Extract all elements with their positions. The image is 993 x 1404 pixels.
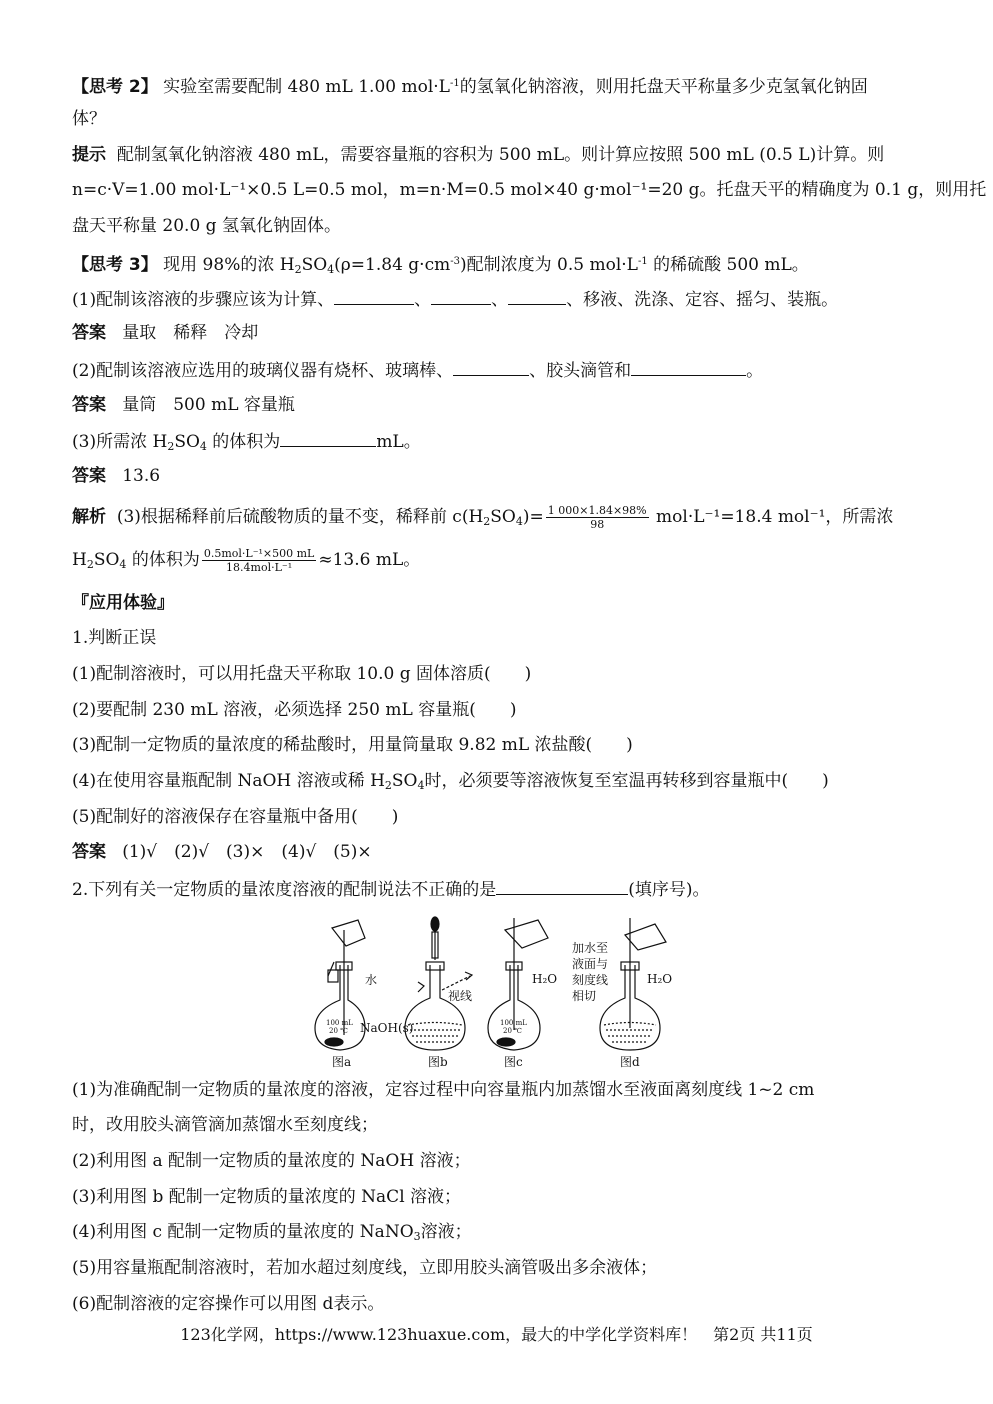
judge-item: (5)配制好的溶液保存在容量瓶中备用( )	[72, 807, 399, 827]
think2-tip-line2: n=c·V=1.00 mol·L⁻¹×0.5 L=0.5 mol，m=n·M=0.5 mol×40 g·mol⁻¹=20 g。托盘天平的精确度为 0.1 g，则用托	[72, 180, 987, 200]
answer-blank[interactable]	[508, 286, 566, 305]
judge-item: (4)在使用容量瓶配制 NaOH 溶液或稀 $H_2SO_4$时，必须要等溶液恢复至室温再转移到容量瓶中( )	[72, 771, 829, 792]
figure-label: 图b	[428, 1055, 448, 1069]
think3-part3: (3)所需浓 $H_2SO_4$ 的体积为 mL。	[72, 428, 913, 459]
page-footer: 123化学网，https://www.123huaxue.com，最大的中学化学资料库！ 第2页 共11页	[180, 1325, 813, 1344]
figure-label: 图c	[504, 1055, 523, 1069]
statement: 时，改用胶头滴管滴加蒸馏水至刻度线；	[72, 1115, 378, 1135]
answer-blank[interactable]	[431, 286, 491, 305]
judge-item: (3)配制一定物质的量浓度的稀盐酸时，用量筒量取 9.82 mL 浓盐酸( )	[72, 735, 633, 755]
question2-title: 2.下列有关一定物质的量浓度溶液的配制说法不正确的是 (填序号)。	[72, 876, 913, 902]
lab-figure	[310, 910, 690, 1070]
statement: (1)为准确配制一定物质的量浓度的溶液，定容过程中向容量瓶内加蒸馏水至液面离刻度线 1~2 cm	[72, 1080, 815, 1100]
think2-tip-line1: 提示 配制氢氧化钠溶液 480 mL，需要容量瓶的容积为 500 mL。则计算应按照 500 mL (0.5 L)计算。则	[72, 145, 885, 165]
svg-text:100 mL: 100 mL	[326, 1019, 353, 1027]
label-water: 水	[365, 973, 378, 987]
svg-text:液面与: 液面与	[572, 957, 609, 971]
svg-text:刻度线: 刻度线	[572, 973, 609, 987]
answer-blank[interactable]	[280, 428, 376, 447]
think3-part1: (1)配制该溶液的步骤应该为计算、 、 、 、移液、洗涤、定容、摇匀、装瓶。	[72, 286, 913, 312]
think2-question-cont: 体？	[72, 109, 106, 129]
question1-title: 1.判断正误	[72, 628, 157, 648]
statement: (3)利用图 b 配制一定物质的量浓度的 NaCl 溶液；	[72, 1187, 462, 1207]
answer-blank[interactable]	[453, 357, 529, 376]
think3-explanation-line2: $H_2SO_4$ 的体积为 $\frac{\text{0.5mol·L⁻¹×500 mL}}{\text{18.4mol·L⁻¹}}$ ≈13.6 mL。	[72, 547, 421, 574]
label-sight: 视线	[448, 989, 473, 1003]
label-h2o: H₂O	[647, 972, 673, 986]
think3-answer3: 答案 13.6	[72, 466, 161, 486]
statement: (6)配制溶液的定容操作可以用图 d表示。	[72, 1294, 385, 1314]
think3-answer2: 答案 量筒 500 mL 容量瓶	[72, 395, 295, 415]
statement: (2)利用图 a 配制一定物质的量浓度的 NaOH 溶液；	[72, 1151, 471, 1171]
judge-item: (1)配制溶液时，可以用托盘天平称取 10.0 g 固体溶质( )	[72, 664, 532, 684]
figure-label: 图d	[620, 1055, 640, 1069]
statement: (5)用容量瓶配制溶液时，若加水超过刻度线，立即用胶头滴管吸出多余液体；	[72, 1258, 658, 1278]
think3-explanation-line1: 解析 (3)根据稀释前后硫酸物质的量不变，稀释前 $c(H_2SO_4)=$ $\frac{1 000\times 1.84\times 98\%}{98}$ mol·L⁻¹=18.4 mol⁻¹，所需浓	[72, 504, 894, 531]
svg-text:20 ℃: 20 ℃	[503, 1027, 522, 1035]
think3-answer1: 答案 量取 稀释 冷却	[72, 323, 259, 343]
think3-part2: (2)配制该溶液应选用的玻璃仪器有烧杯、玻璃棒、 、胶头滴管和 。	[72, 357, 913, 383]
fraction: $\frac{\text{0.5mol·L⁻¹×500 mL}}{\text{18.4mol·L⁻¹}}$	[203, 547, 315, 574]
answer-blank[interactable]	[631, 357, 746, 376]
svg-text:相切: 相切	[572, 989, 597, 1003]
svg-text:20 ℃: 20 ℃	[329, 1027, 348, 1035]
think2-question: 【思考 2】 实验室需要配制 480 mL 1.00 $mol\cdot L^{-1}$的氢氧化钠溶液，则用托盘天平称量多少克氢氧化钠固	[72, 77, 868, 97]
answer-blank[interactable]	[496, 876, 628, 895]
statement: (4)利用图 c 配制一定物质的量浓度的 NaNO$_3$溶液；	[72, 1222, 472, 1243]
label-h2o: H₂O	[532, 972, 558, 986]
fraction: $\frac{1 000\times 1.84\times 98\%}{98}$	[547, 504, 647, 531]
label-naoh: NaOH(s)	[360, 1021, 414, 1035]
flask-b	[405, 917, 472, 1050]
judge-answer: 答案 (1)√ (2)√ (3)× (4)√ (5)×	[72, 842, 372, 862]
think2-tip-line3: 盘天平称量 20.0 g 氢氧化钠固体。	[72, 216, 341, 236]
judge-item: (2)要配制 230 mL 溶液，必须选择 250 mL 容量瓶( )	[72, 700, 517, 720]
section-header: 『应用体验』	[72, 593, 174, 613]
answer-blank[interactable]	[334, 286, 414, 305]
think3-question: 【思考 3】 现用 98%的浓 $H_2SO_4(\rho=1.84$ $g\cdot cm^{-3}$)配制浓度为 0.5 $mol\cdot L^{-1}$ 的稀硫酸 500 mL。	[72, 255, 809, 276]
svg-text:加水至: 加水至	[572, 941, 609, 955]
svg-text:100 mL: 100 mL	[500, 1019, 527, 1027]
figure-label: 图a	[332, 1055, 352, 1069]
